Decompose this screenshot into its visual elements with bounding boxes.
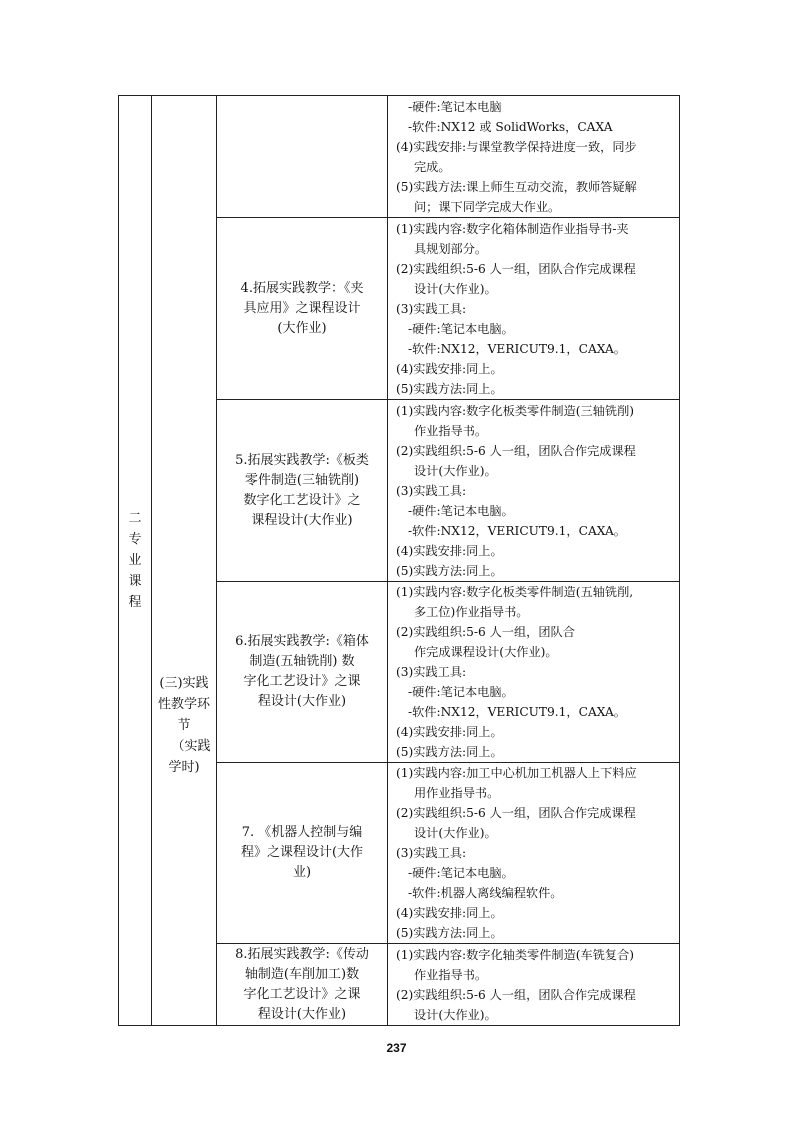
content-line: (1)实践内容:数字化板类零件制造(三轴铣削) [396, 403, 635, 418]
content-line: (5)实践方法:课上师生互动交流，教师答疑解 [396, 179, 637, 194]
row-title-cell [217, 400, 388, 582]
title-line: 具应用》之课程设计 [243, 300, 361, 316]
content-line: -硬件:笔记本电脑。 [408, 866, 514, 880]
content-line: 设计(大作业)。 [414, 1007, 497, 1022]
section-label [152, 673, 216, 778]
row-title [217, 945, 387, 1025]
title-line: 7. 《机器人控制与编 [241, 825, 363, 840]
row-content-cell [388, 218, 680, 400]
row-title [217, 279, 387, 339]
content-line: (2)实践组织:5-6 人一组，团队合作完成课程 [396, 443, 636, 458]
row-title [217, 451, 387, 531]
content-line: (1)实践内容:加工中心机加工机器人上下料应 [396, 766, 637, 780]
content-line: -硬件:笔记本电脑。 [408, 321, 514, 336]
category-char: 二 [128, 511, 142, 526]
row-content [388, 582, 679, 762]
section-line: 学时) [168, 760, 200, 775]
section-line: 节 [177, 718, 191, 733]
content-line: (5)实践方法:同上。 [396, 381, 503, 396]
content-line: (3)实践工具: [396, 483, 467, 498]
content-line: 完成。 [414, 159, 451, 174]
content-line: (2)实践组织:5-6 人一组，团队合作完成课程 [396, 261, 636, 276]
row-content [388, 945, 679, 1025]
content-line: (1)实践内容:数字化箱体制造作业指导书-夹 [396, 221, 629, 236]
row-content [388, 763, 679, 943]
category-cell [119, 96, 152, 1026]
content-line: (4)实践安排:同上。 [396, 361, 503, 376]
content-line: -软件:机器人离线编程软件。 [408, 886, 563, 900]
content-line: (2)实践组织:5-6 人一组，团队合作完成课程 [396, 987, 636, 1002]
content-line: 作业指导书。 [414, 967, 488, 982]
content-line: 设计(大作业)。 [414, 826, 497, 840]
content-line: -软件:NX12，VERICUT9.1，CAXA。 [408, 523, 626, 538]
row-title-cell [217, 763, 388, 944]
content-line: (5)实践方法:同上。 [396, 563, 503, 578]
title-line: 业) [292, 865, 312, 880]
section-line: (三)实践 [159, 676, 209, 691]
title-line: 零件制造(三轴铣削) [244, 472, 360, 488]
title-line: (大作业) [277, 320, 327, 336]
row-content-cell [388, 763, 680, 944]
content-line: (3)实践工具: [396, 301, 467, 316]
title-line: 5.拓展实践教学:《板类 [235, 452, 369, 468]
content-line: 问；课下同学完成大作业。 [414, 199, 561, 214]
title-line: 8.拓展实践教学:《传动 [235, 946, 369, 962]
content-line: (5)实践方法:同上。 [396, 926, 503, 940]
section-line: （实践 [171, 739, 211, 754]
section-line: 性教学环 [157, 697, 210, 712]
row-content [388, 97, 679, 217]
content-line: (2)实践组织:5-6 人一组，团队合 [396, 625, 575, 639]
content-line: (4)实践安排:同上。 [396, 906, 503, 920]
content-line: (3)实践工具: [396, 846, 467, 860]
content-line: -硬件:笔记本电脑 [408, 99, 502, 114]
category-label [128, 508, 142, 613]
content-line: (1)实践内容:数字化板类零件制造(五轴铣削, [396, 585, 634, 599]
title-line: 课程设计(大作业) [251, 512, 353, 528]
table-body [119, 96, 680, 1026]
content-line: -软件:NX12 或 SolidWorks，CAXA [408, 119, 613, 134]
content-line: 作业指导书。 [414, 423, 488, 438]
title-line: 程》之课程设计(大作 [240, 845, 364, 860]
row-title [217, 632, 387, 712]
table-row [119, 96, 680, 218]
row-title [217, 823, 387, 883]
row-content [388, 219, 679, 399]
row-content [388, 401, 679, 581]
content-line: (4)实践安排:同上。 [396, 543, 503, 558]
content-line: (4)实践安排:与课堂教学保持进度一致，同步 [396, 139, 637, 154]
title-line: 数字化工艺设计》之 [243, 492, 361, 508]
title-line: 程设计(大作业) [257, 694, 347, 709]
row-content-cell [388, 944, 680, 1026]
title-line: 字化工艺设计》之课 [243, 986, 361, 1002]
title-line: 6.拓展实践教学:《箱体 [235, 634, 369, 649]
row-content-cell [388, 582, 680, 763]
content-line: 具规划部分。 [414, 241, 488, 256]
row-title-cell [217, 944, 388, 1026]
content-line: -软件:NX12，VERICUT9.1，CAXA。 [408, 341, 626, 356]
page-number: 237 [386, 1041, 407, 1055]
content-line: (3)实践工具: [396, 665, 467, 679]
category-char: 程 [128, 595, 142, 610]
content-line: (2)实践组织:5-6 人一组，团队合作完成课程 [396, 806, 636, 820]
row-title-cell [217, 218, 388, 400]
content-line: 设计(大作业)。 [414, 281, 497, 296]
content-line: 多工位)作业指导书。 [414, 605, 529, 619]
title-line: 4.拓展实践教学：《夹 [240, 280, 364, 296]
category-char: 专 [128, 532, 142, 547]
content-line: (4)实践安排:同上。 [396, 725, 503, 739]
content-line: 作完成课程设计(大作业)。 [414, 645, 558, 659]
content-line: (1)实践内容:数字化轴类零件制造(车铣复合) [396, 947, 635, 962]
section-cell [152, 96, 217, 1026]
row-title-cell [217, 96, 388, 218]
row-content-cell [388, 96, 680, 218]
title-line: 轴制造(车削加工)数 [244, 966, 360, 982]
row-title-cell [217, 582, 388, 763]
content-line: -硬件:笔记本电脑。 [408, 503, 514, 518]
category-char: 课 [128, 574, 142, 589]
content-line: -软件:NX12，VERICUT9.1，CAXA。 [408, 705, 626, 719]
content-line: -硬件:笔记本电脑。 [408, 685, 514, 699]
content-line: (5)实践方法:同上。 [396, 745, 503, 759]
title-line: 字化工艺设计》之课 [243, 674, 361, 689]
title-line: 程设计(大作业) [257, 1006, 347, 1022]
curriculum-table [118, 95, 680, 1026]
content-line: 用作业指导书。 [414, 786, 500, 800]
row-content-cell [388, 400, 680, 582]
title-line: 制造(五轴铣削) 数 [249, 654, 355, 669]
content-line: 设计(大作业)。 [414, 463, 497, 478]
category-char: 业 [128, 553, 142, 568]
